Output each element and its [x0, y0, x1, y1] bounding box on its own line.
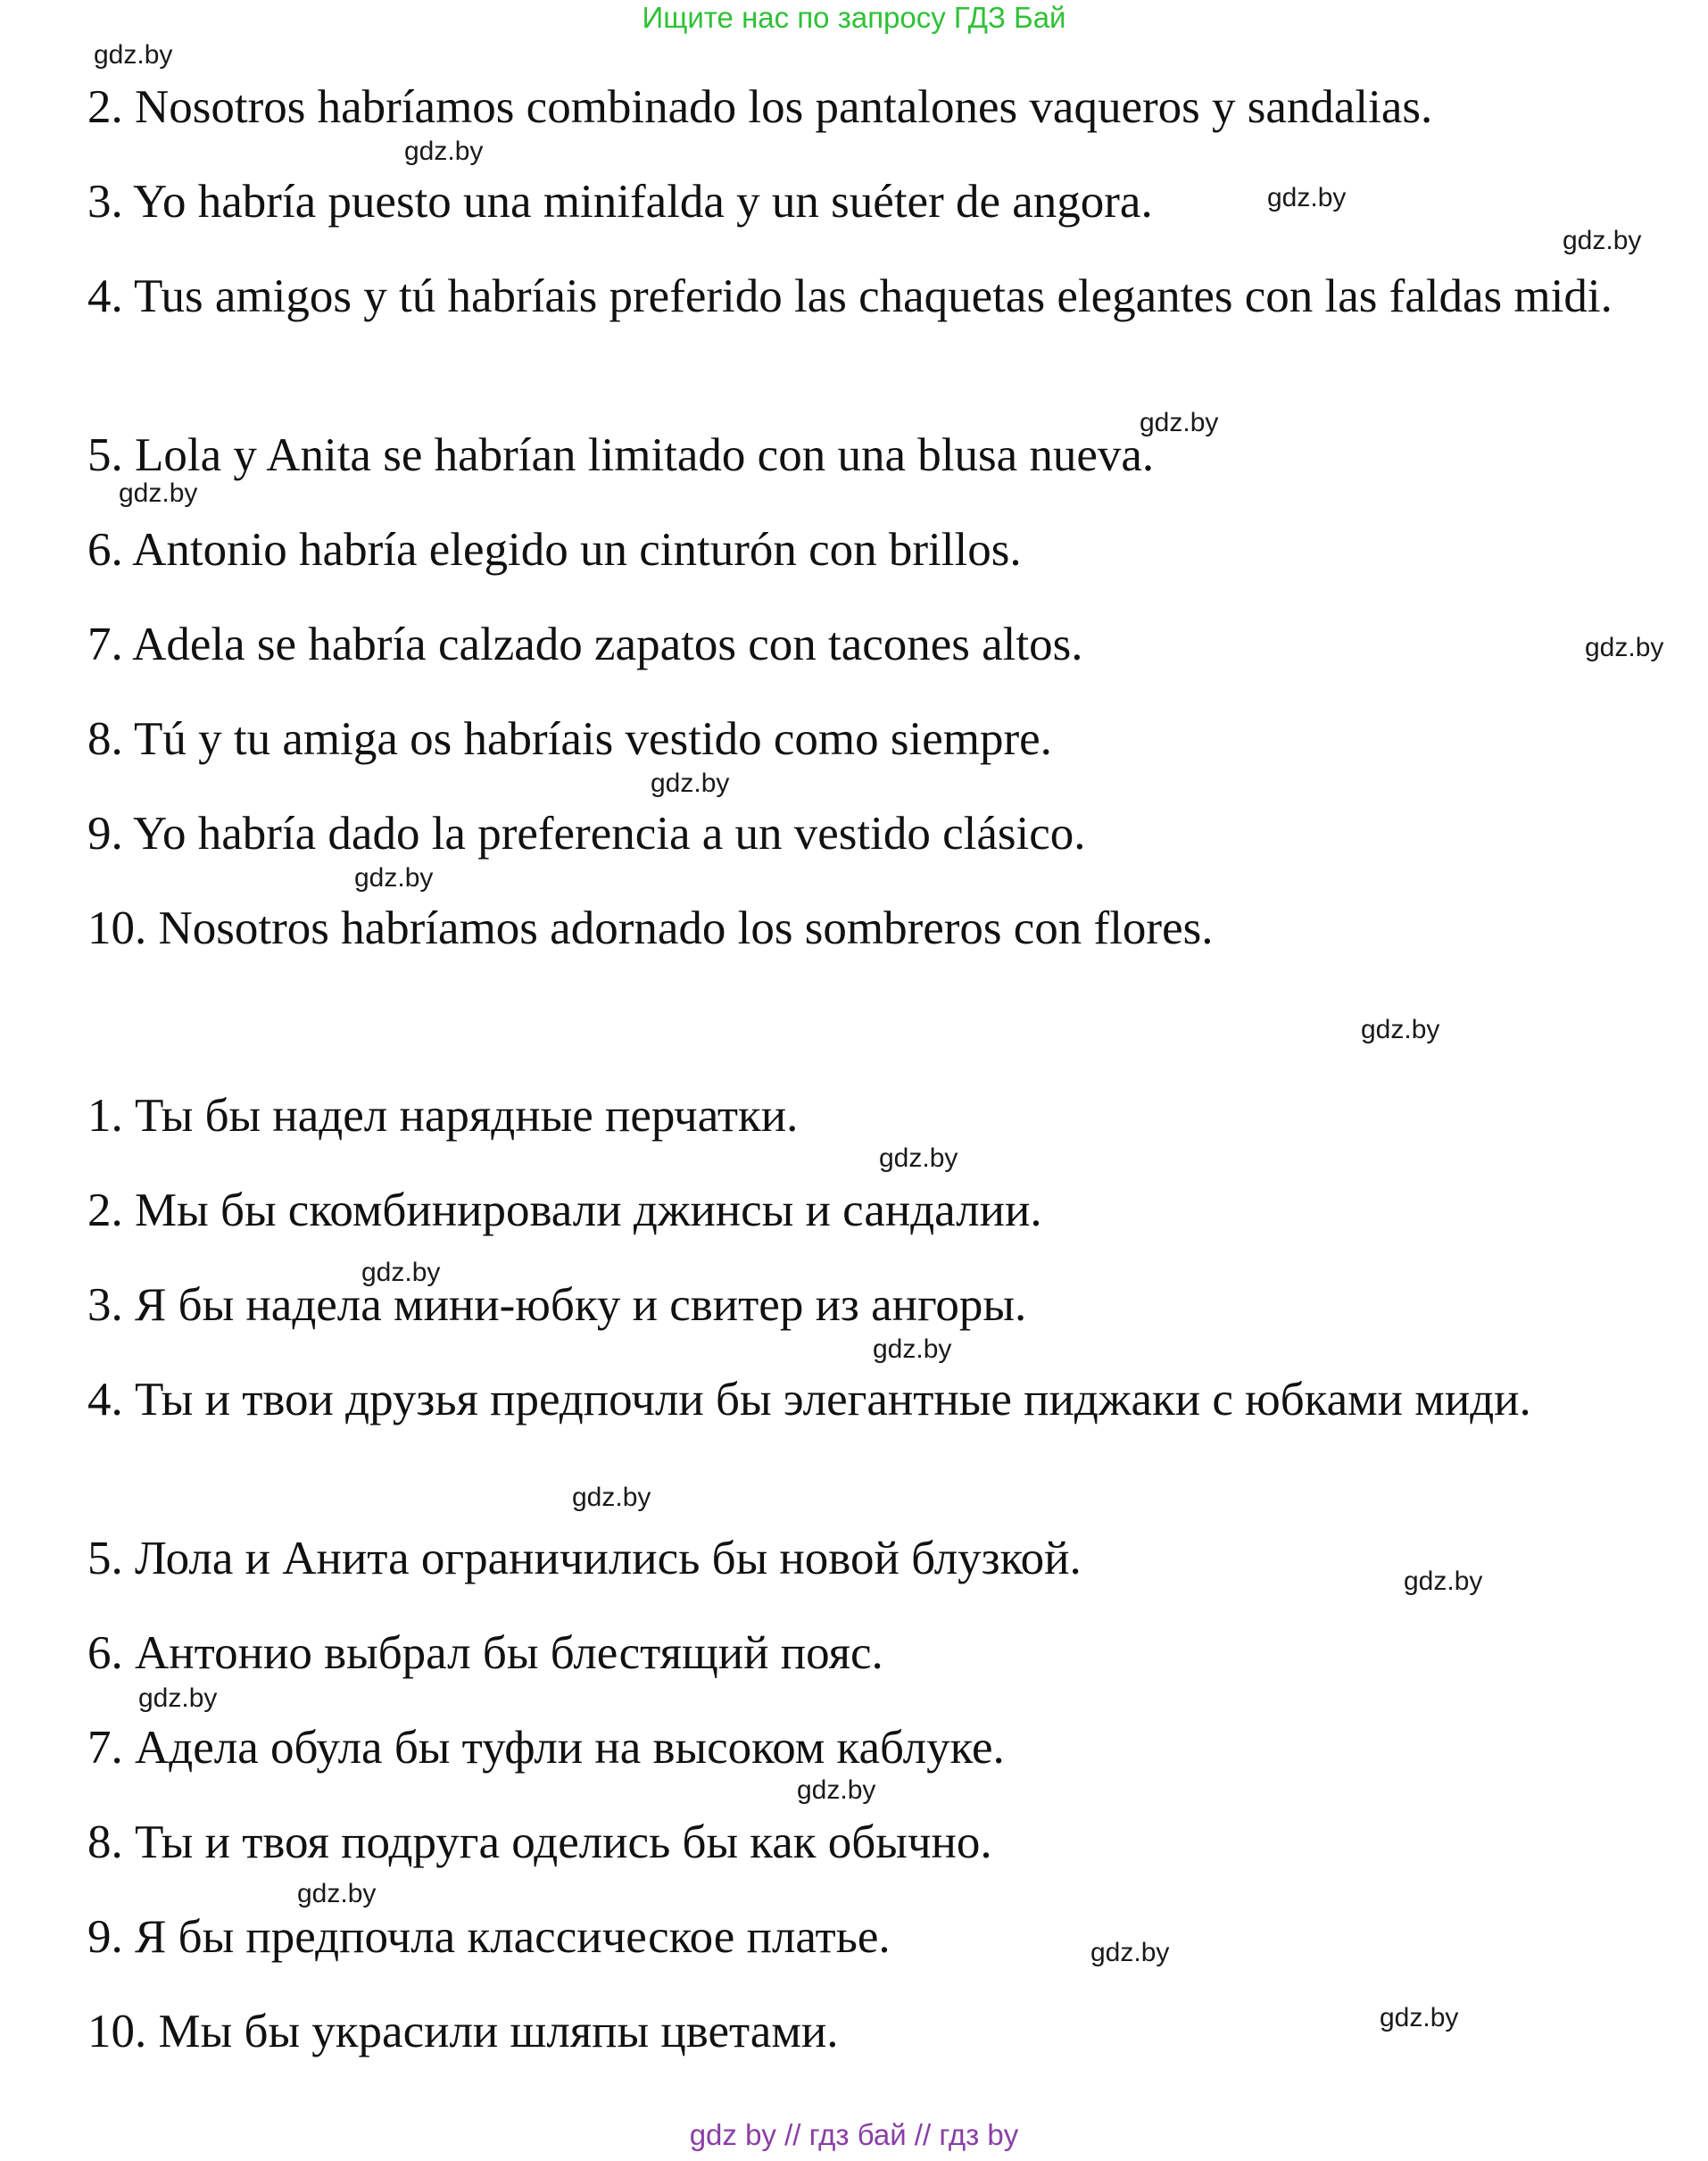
watermark: gdz.by	[1267, 183, 1347, 212]
watermark: gdz.by	[1585, 633, 1664, 662]
russian-sentence-3: 3. Я бы надела мини-юбку и свитер из ангоры.	[87, 1279, 1027, 1331]
watermark: gdz.by	[1404, 1567, 1483, 1596]
watermark: gdz.by	[873, 1334, 952, 1364]
watermark: gdz.by	[651, 769, 730, 798]
watermark: gdz.by	[1563, 226, 1642, 255]
russian-sentence-7: 7. Адела обула бы туфли на высоком каблуке.	[87, 1722, 1005, 1774]
watermark: gdz.by	[361, 1258, 441, 1287]
watermark: gdz.by	[1140, 408, 1219, 437]
spanish-sentence-10: 10. Nosotros habríamos adornado los sombreros con flores.	[87, 902, 1214, 954]
watermark: gdz.by	[119, 478, 198, 508]
spanish-sentence-6: 6. Antonio habría elegido un cinturón con brillos.	[87, 524, 1022, 576]
watermark: gdz.by	[879, 1143, 958, 1173]
watermark: gdz.by	[797, 1775, 876, 1805]
watermark: gdz.by	[1361, 1015, 1440, 1044]
watermark: gdz.by	[297, 1879, 377, 1908]
watermark: gdz.by	[572, 1483, 651, 1512]
spanish-sentence-5: 5. Lola y Anita se habrían limitado con una blusa nueva.	[87, 429, 1155, 481]
russian-sentence-9: 9. Я бы предпочла классическое платье.	[87, 1911, 891, 1963]
spanish-sentence-8: 8. Tú y tu amiga os habríais vestido como siempre.	[87, 713, 1052, 765]
watermark: gdz.by	[404, 137, 484, 166]
spanish-sentence-7: 7. Adela se habría calzado zapatos con tacones altos.	[87, 619, 1083, 670]
spanish-sentence-4: 4. Tus amigos y tú habríais preferido las chaquetas elegantes con las faldas midi.	[87, 270, 1613, 322]
russian-sentence-8: 8. Ты и твоя подруга оделись бы как обычно.	[87, 1816, 992, 1868]
watermark: gdz.by	[1090, 1938, 1170, 1967]
spanish-sentence-9: 9. Yo habría dado la preferencia a un vestido clásico.	[87, 808, 1086, 860]
watermark: gdz.by	[1380, 2003, 1459, 2032]
russian-sentence-6: 6. Антонио выбрал бы блестящий пояс.	[87, 1627, 883, 1679]
watermark: gdz.by	[138, 1683, 218, 1713]
russian-sentence-1: 1. Ты бы надел нарядные перчатки.	[87, 1090, 799, 1142]
russian-sentence-4: 4. Ты и твои друзья предпочли бы элегантные пиджаки с юбками миди.	[87, 1374, 1531, 1425]
search-hint-link[interactable]: Ищите нас по запросу ГДЗ Бай	[642, 1, 1066, 34]
spanish-sentence-2: 2. Nosotros habríamos combinado los pantalones vaqueros y sandalias.	[87, 81, 1433, 133]
russian-sentence-2: 2. Мы бы скомбинировали джинсы и сандалии.	[87, 1184, 1042, 1236]
russian-sentence-10: 10. Мы бы украсили шляпы цветами.	[87, 2006, 839, 2057]
footer-links: gdz by // гдз бай // гдз by	[689, 2118, 1019, 2151]
watermark: gdz.by	[94, 40, 173, 70]
watermark: gdz.by	[354, 863, 434, 893]
spanish-sentence-3: 3. Yo habría puesto una minifalda y un suéter de angora.	[87, 176, 1153, 228]
russian-sentence-5: 5. Лола и Анита ограничились бы новой блузкой.	[87, 1533, 1082, 1584]
